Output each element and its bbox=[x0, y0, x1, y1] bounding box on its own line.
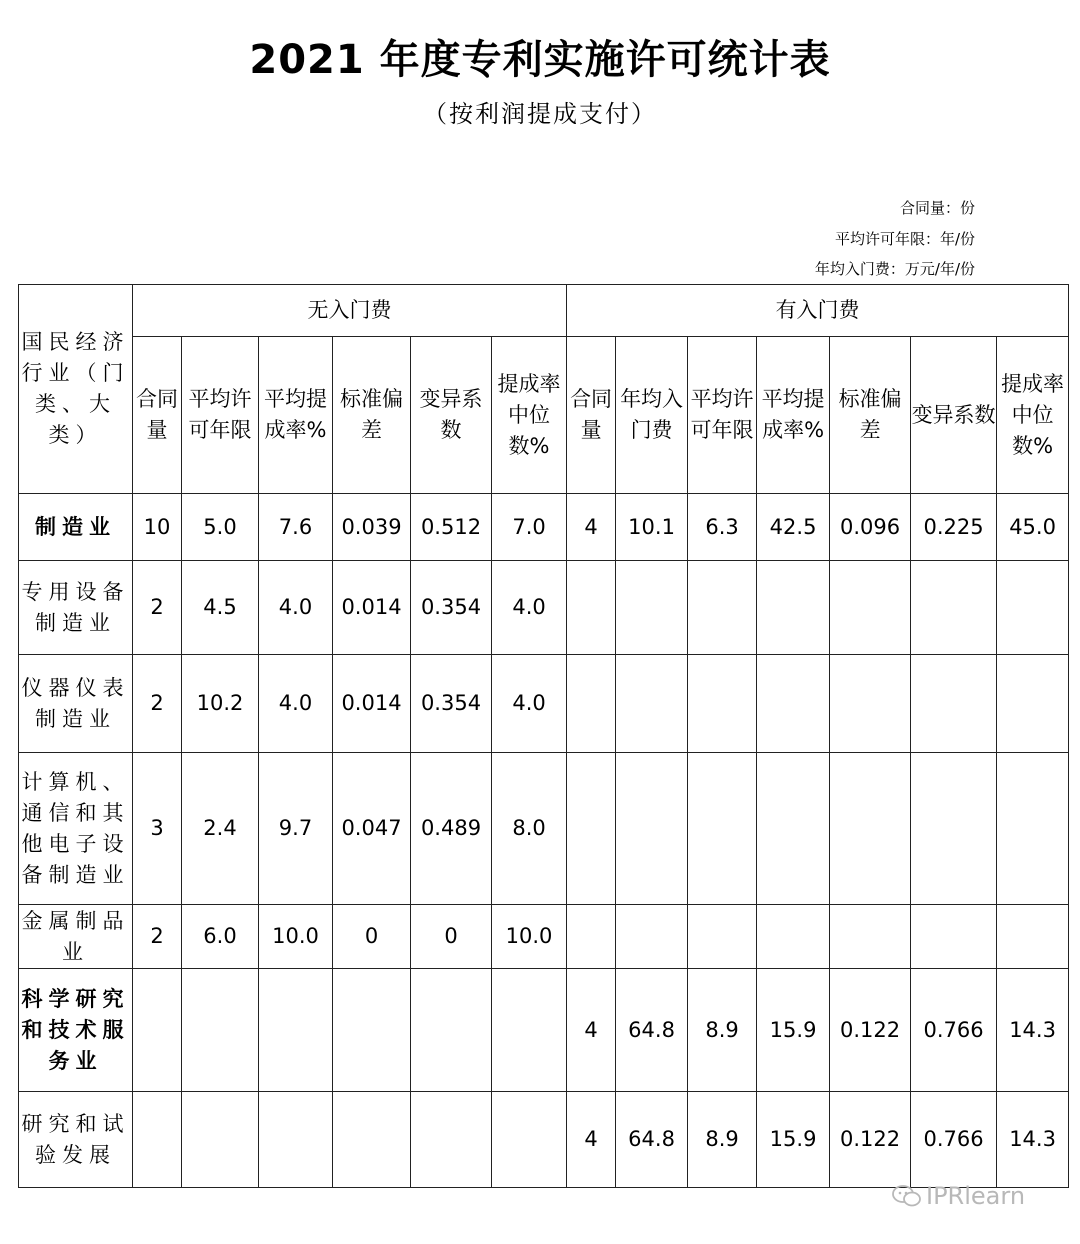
cell-no-fee: 6.0 bbox=[182, 905, 259, 969]
cell-no-fee: 0.354 bbox=[411, 561, 492, 655]
cell-with-fee: 64.8 bbox=[616, 969, 688, 1092]
industry-name: 科学研究和技术服务业 bbox=[19, 969, 133, 1092]
industry-name: 仪器仪表制造业 bbox=[19, 655, 133, 753]
cell-with-fee: 64.8 bbox=[616, 1092, 688, 1188]
table-row bbox=[19, 1092, 1069, 1188]
cell-with-fee bbox=[911, 561, 997, 655]
cell-with-fee: 0.766 bbox=[911, 1092, 997, 1188]
header-no-fee-4: 变异系数 bbox=[411, 337, 492, 494]
header-with-fee-2: 平均许可年限 bbox=[688, 337, 757, 494]
cell-with-fee: 0.122 bbox=[830, 1092, 911, 1188]
cell-with-fee: 0.225 bbox=[911, 494, 997, 561]
group-header-no-fee: 无入门费 bbox=[133, 285, 567, 337]
cell-no-fee: 0.354 bbox=[411, 655, 492, 753]
cell-with-fee: 4 bbox=[567, 494, 616, 561]
table-row bbox=[19, 655, 1069, 753]
cell-no-fee: 5.0 bbox=[182, 494, 259, 561]
watermark-text: IPRlearn bbox=[926, 1182, 1026, 1210]
cell-no-fee: 10 bbox=[133, 494, 182, 561]
cell-with-fee: 8.9 bbox=[688, 969, 757, 1092]
cell-with-fee: 15.9 bbox=[757, 1092, 830, 1188]
cell-with-fee bbox=[911, 905, 997, 969]
cell-with-fee bbox=[757, 655, 830, 753]
header-no-fee-3: 标准偏差 bbox=[333, 337, 411, 494]
table-row bbox=[19, 561, 1069, 655]
cell-with-fee bbox=[830, 655, 911, 753]
cell-no-fee: 3 bbox=[133, 753, 182, 905]
cell-with-fee bbox=[567, 561, 616, 655]
header-with-fee-3: 平均提成率% bbox=[757, 337, 830, 494]
unit-note-entry-fee: 年均入门费：万元/年/份 bbox=[814, 260, 975, 278]
cell-no-fee: 4.0 bbox=[492, 655, 567, 753]
cell-with-fee bbox=[757, 561, 830, 655]
cell-with-fee bbox=[616, 905, 688, 969]
industry-name: 研究和试验发展 bbox=[19, 1092, 133, 1188]
header-with-fee-1: 年均入门费 bbox=[616, 337, 688, 494]
cell-with-fee: 15.9 bbox=[757, 969, 830, 1092]
cell-no-fee bbox=[133, 1092, 182, 1188]
cell-with-fee: 8.9 bbox=[688, 1092, 757, 1188]
cell-no-fee: 7.6 bbox=[259, 494, 333, 561]
cell-with-fee bbox=[830, 905, 911, 969]
cell-with-fee bbox=[911, 655, 997, 753]
cell-with-fee bbox=[911, 753, 997, 905]
cell-with-fee: 14.3 bbox=[997, 1092, 1069, 1188]
header-with-fee-5: 变异系数 bbox=[911, 337, 997, 494]
header-no-fee-1: 平均许可年限 bbox=[182, 337, 259, 494]
cell-no-fee: 10.0 bbox=[492, 905, 567, 969]
table-group-header-row bbox=[19, 285, 1069, 337]
cell-no-fee: 0.489 bbox=[411, 753, 492, 905]
cell-no-fee: 0.512 bbox=[411, 494, 492, 561]
cell-no-fee: 2 bbox=[133, 655, 182, 753]
cell-with-fee bbox=[997, 561, 1069, 655]
header-with-fee-4: 标准偏差 bbox=[830, 337, 911, 494]
cell-with-fee: 0.122 bbox=[830, 969, 911, 1092]
cell-no-fee: 0 bbox=[333, 905, 411, 969]
unit-note-contracts: 合同量：份 bbox=[899, 199, 975, 217]
cell-with-fee bbox=[616, 753, 688, 905]
cell-with-fee bbox=[830, 753, 911, 905]
cell-with-fee bbox=[997, 905, 1069, 969]
industry-name: 专用设备制造业 bbox=[19, 561, 133, 655]
cell-no-fee bbox=[182, 1092, 259, 1188]
page-subtitle: （按利润提成支付） bbox=[423, 100, 657, 128]
industry-name: 制造业 bbox=[19, 494, 133, 561]
cell-with-fee bbox=[830, 561, 911, 655]
cell-no-fee: 0 bbox=[411, 905, 492, 969]
cell-with-fee: 14.3 bbox=[997, 969, 1069, 1092]
cell-no-fee: 8.0 bbox=[492, 753, 567, 905]
cell-with-fee bbox=[616, 561, 688, 655]
cell-no-fee: 7.0 bbox=[492, 494, 567, 561]
cell-with-fee bbox=[688, 561, 757, 655]
statistics-table bbox=[18, 284, 1069, 1188]
cell-with-fee bbox=[757, 905, 830, 969]
cell-with-fee bbox=[757, 753, 830, 905]
cell-no-fee bbox=[411, 969, 492, 1092]
cell-no-fee: 2 bbox=[133, 561, 182, 655]
cell-no-fee bbox=[333, 1092, 411, 1188]
cell-no-fee: 0.014 bbox=[333, 561, 411, 655]
cell-no-fee: 10.0 bbox=[259, 905, 333, 969]
cell-with-fee: 45.0 bbox=[997, 494, 1069, 561]
cell-no-fee bbox=[259, 969, 333, 1092]
cell-with-fee bbox=[997, 753, 1069, 905]
header-with-fee-0: 合同量 bbox=[567, 337, 616, 494]
cell-with-fee: 0.096 bbox=[830, 494, 911, 561]
cell-no-fee bbox=[333, 969, 411, 1092]
table-sub-header-row bbox=[19, 337, 1069, 494]
cell-with-fee: 42.5 bbox=[757, 494, 830, 561]
cell-no-fee bbox=[182, 969, 259, 1092]
cell-no-fee bbox=[492, 1092, 567, 1188]
watermark bbox=[892, 1182, 1025, 1210]
cell-no-fee: 0.039 bbox=[333, 494, 411, 561]
cell-no-fee bbox=[411, 1092, 492, 1188]
cell-no-fee: 4.0 bbox=[259, 655, 333, 753]
cell-no-fee bbox=[492, 969, 567, 1092]
cell-no-fee: 0.047 bbox=[333, 753, 411, 905]
cell-no-fee: 4.0 bbox=[259, 561, 333, 655]
industry-name: 计算机、通信和其他电子设备制造业 bbox=[19, 753, 133, 905]
cell-no-fee bbox=[259, 1092, 333, 1188]
table-row bbox=[19, 753, 1069, 905]
cell-with-fee: 6.3 bbox=[688, 494, 757, 561]
cell-no-fee: 4.5 bbox=[182, 561, 259, 655]
cell-with-fee bbox=[616, 655, 688, 753]
cell-no-fee: 2 bbox=[133, 905, 182, 969]
industry-name: 金属制品业 bbox=[19, 905, 133, 969]
table-row bbox=[19, 905, 1069, 969]
cell-with-fee bbox=[567, 655, 616, 753]
cell-with-fee bbox=[688, 655, 757, 753]
header-no-fee-0: 合同量 bbox=[133, 337, 182, 494]
cell-with-fee: 4 bbox=[567, 969, 616, 1092]
cell-with-fee bbox=[567, 753, 616, 905]
cell-no-fee: 10.2 bbox=[182, 655, 259, 753]
table-row bbox=[19, 969, 1069, 1092]
cell-no-fee: 9.7 bbox=[259, 753, 333, 905]
wechat-icon bbox=[892, 1185, 922, 1207]
cell-no-fee bbox=[133, 969, 182, 1092]
cell-with-fee bbox=[567, 905, 616, 969]
header-no-fee-2: 平均提成率% bbox=[259, 337, 333, 494]
corner-header: 国民经济行业（门类、大类） bbox=[19, 285, 133, 494]
group-header-with-fee: 有入门费 bbox=[567, 285, 1069, 337]
cell-no-fee: 0.014 bbox=[333, 655, 411, 753]
cell-with-fee: 0.766 bbox=[911, 969, 997, 1092]
unit-note-term: 平均许可年限：年/份 bbox=[834, 230, 975, 248]
header-with-fee-6: 提成率中位数% bbox=[997, 337, 1069, 494]
cell-with-fee: 4 bbox=[567, 1092, 616, 1188]
cell-with-fee: 10.1 bbox=[616, 494, 688, 561]
table-row bbox=[19, 494, 1069, 561]
cell-no-fee: 4.0 bbox=[492, 561, 567, 655]
cell-with-fee bbox=[688, 905, 757, 969]
cell-no-fee: 2.4 bbox=[182, 753, 259, 905]
cell-with-fee bbox=[997, 655, 1069, 753]
page-title: 2021 年度专利实施许可统计表 bbox=[249, 37, 831, 83]
cell-with-fee bbox=[688, 753, 757, 905]
header-no-fee-5: 提成率中位数% bbox=[492, 337, 567, 494]
